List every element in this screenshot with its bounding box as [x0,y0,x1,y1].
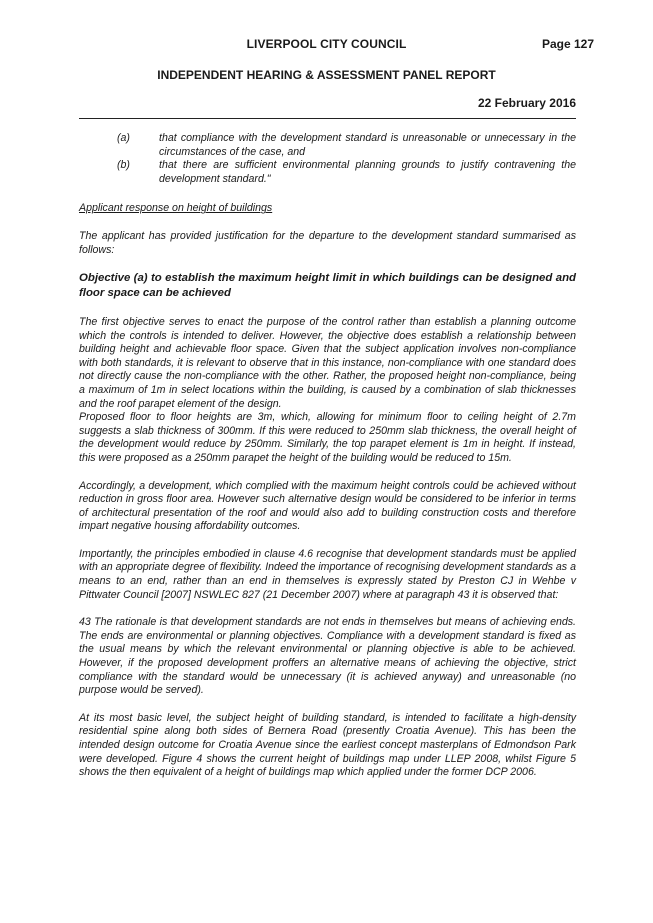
body-paragraph: Accordingly, a development, which complied with the maximum height controls could be achieved without reduction in gross floor area. However such alternative design would be considered to be inferior in terms of architectural presentation of the roof and would also add to building construction costs and therefore impart negative housing affordability outcomes. [79,479,576,533]
objective-heading: Objective (a) to establish the maximum height limit in which buildings can be designed and floor space can be achieved [79,272,576,299]
criteria-text: that there are sufficient environmental planning grounds to justify contravening the development standard." [159,159,576,185]
report-date: 22 February 2016 [477,96,576,110]
page-number: Page 127 [541,37,594,51]
body-paragraph: The first objective serves to enact the purpose of the control rather than establish a planning outcome which the controls is intended to deliver. However, the objective does establish a relationship between building height and achievable floor space. Given that the subject application involves non-compliance with both standards, it is relevant to observe that in this instance, non-compliance with one standard does not directly cause the non-compliance with the other. Rather, the proposed height non-compliance, being a maximum of 1m in select locations within the building, is caused by a combination of slab thicknesses and the roof parapet element of the design. [79,315,576,410]
criteria-item [79,159,576,186]
intro-paragraph: The applicant has provided justification for the departure to the development standard summarised as follows: [79,229,576,256]
body-paragraph: Importantly, the principles embodied in clause 4.6 recognise that development standards must be applied with an appropriate degree of flexibility. Indeed the importance of recognising development standards as a means to an end, rather than an end in themselves is expressly stated by Preston CJ in Wehbe v Pittwater Council [2007] NSWLEC 827 (21 December 2007) where at paragraph 43 it is observed that: [79,547,576,601]
council-name: LIVERPOOL CITY COUNCIL [246,37,407,51]
criteria-text: that compliance with the development standard is unreasonable or unnecessary in the circumstances of the case, and [159,132,576,158]
body-paragraph: Proposed floor to floor heights are 3m, which, allowing for minimum floor to ceiling height of 2.7m suggests a slab thickness of 300mm. If this were reduced to 250mm slab thickness, the overall height of the development would reduce by 250mm. Similarly, the top parapet element is 1m in height. If instead, this were proposed as a 250mm parapet the height of the building would be reduced to 15m. [79,411,576,464]
quoted-paragraph: 43 The rationale is that development standards are not ends in themselves but means of achieving ends. The ends are environmental or planning objectives. Compliance with a development standard is fixed as the usual means by which the relevant environmental or planning objective is able to be achieved. However, if the proposed development proffers an alternative means of achieving the objective, strict compliance with the standard would be unnecessary (it is achieved anyway) and unreasonable (no purpose would be served). [79,616,576,697]
criteria-letter: (a) [117,132,130,144]
criteria-list [79,132,576,186]
criteria-item [79,132,576,159]
document-body [79,132,576,794]
criteria-letter: (b) [117,159,130,172]
section-subheading: Applicant response on height of buildings [79,202,273,215]
report-title: INDEPENDENT HEARING & ASSESSMENT PANEL REPORT [157,68,496,82]
body-paragraph: At its most basic level, the subject height of building standard, is intended to facilitate a high-density residential spine along both sides of Bernera Road (presently Croatia Avenue). This has been the intended design outcome for Croatia Avenue since the earliest concept masterplans of Edmondson Park were developed. Figure 4 shows the current height of buildings map under LLEP 2008, whilst Figure 5 shows the then equivalent of a height of buildings map which applied under the former DCP 2006. [79,711,576,779]
header-divider [79,118,576,119]
